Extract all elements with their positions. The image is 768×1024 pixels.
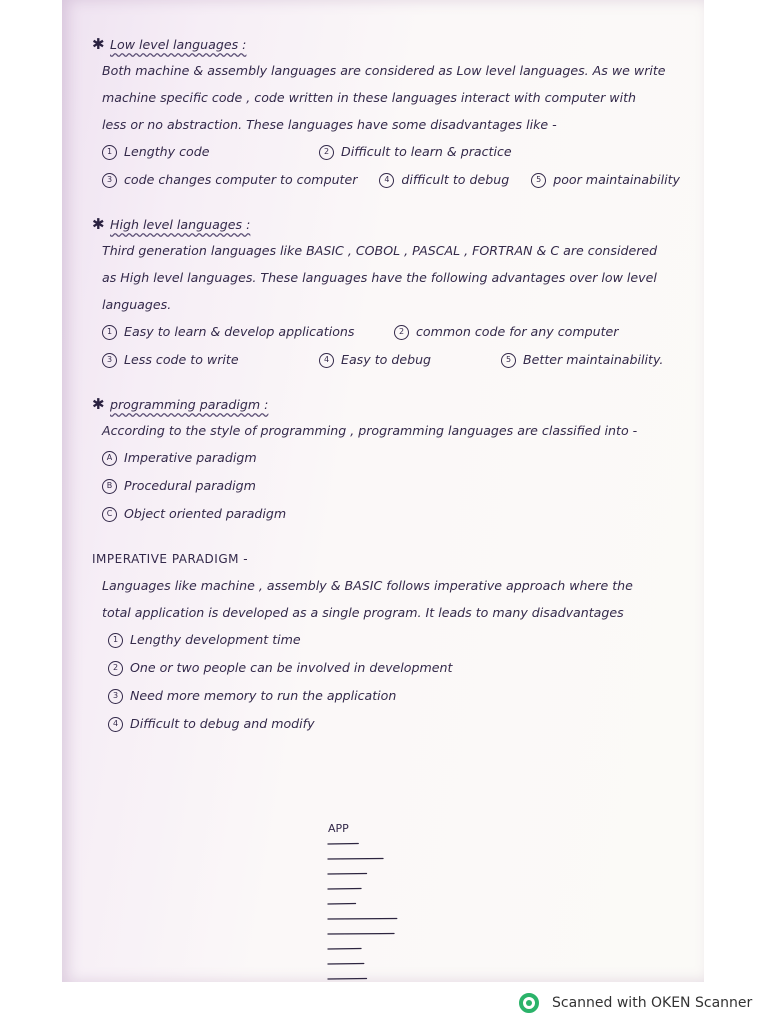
- circled-number: 2: [319, 145, 334, 160]
- list-item: [394, 318, 618, 346]
- heading-text: programming paradigm :: [110, 397, 269, 412]
- list-item-content: [102, 472, 256, 500]
- section-high-level-languages: [92, 212, 692, 374]
- list-item: [92, 472, 692, 500]
- section-low-level-languages: [92, 32, 692, 194]
- program-line: [328, 874, 367, 875]
- program-line: [328, 844, 358, 845]
- list-item: [531, 166, 680, 194]
- diagram-label: APP: [328, 822, 349, 835]
- paragraph-line: less or no abstraction. These languages have some disadvantages like -: [102, 117, 557, 132]
- list-item-text: Difficult to debug and modify: [130, 716, 315, 731]
- paragraph-line: Both machine & assembly languages are considered as Low level languages. As we write: [102, 63, 666, 78]
- program-lines-sketch: [322, 822, 412, 982]
- list-item-text: difficult to debug: [401, 172, 510, 187]
- program-line: [328, 859, 383, 860]
- circled-number: 2: [108, 661, 123, 676]
- list-item: [92, 654, 692, 682]
- list-item-content: [108, 682, 396, 710]
- list-item: [319, 346, 479, 374]
- list-item: [92, 682, 692, 710]
- imperative-heading: IMPERATIVE PARADIGM -: [92, 552, 249, 566]
- heading-text: High level languages :: [110, 217, 251, 232]
- list-item-text: poor maintainability: [553, 172, 681, 187]
- asterisk-bullet-icon: ✱: [92, 215, 105, 233]
- program-line: [328, 979, 367, 980]
- list-item-text: One or two people can be involved in development: [130, 660, 453, 675]
- circled-number: 1: [102, 325, 117, 340]
- list-item: [102, 346, 297, 374]
- list-item-text: Lengthy development time: [130, 632, 301, 647]
- list-item-text: Imperative paradigm: [124, 450, 257, 465]
- section-heading: [92, 212, 692, 237]
- circled-number: 1: [108, 633, 123, 648]
- list-item-text: Need more memory to run the application: [130, 688, 397, 703]
- section-programming-paradigm: [92, 392, 692, 528]
- list-item-text: common code for any computer: [416, 324, 619, 339]
- list-item-text: Easy to debug: [341, 352, 432, 367]
- circled-number: 2: [394, 325, 409, 340]
- list-item: [92, 444, 692, 472]
- app-program-diagram: [322, 822, 412, 982]
- scanned-page: [62, 0, 704, 982]
- program-line: [328, 904, 356, 905]
- circled-letter: C: [102, 507, 117, 522]
- handwritten-notes: [92, 32, 692, 756]
- list-item: [379, 166, 509, 194]
- list-item: [102, 166, 357, 194]
- scanner-watermark: [518, 992, 752, 1014]
- list-item-text: Better maintainability.: [523, 352, 664, 367]
- circled-number: 1: [102, 145, 117, 160]
- list-item-text: Procedural paradigm: [124, 478, 256, 493]
- program-line: [328, 949, 361, 950]
- list-item: [102, 318, 372, 346]
- list-item-content: [102, 500, 286, 528]
- circled-number: 5: [531, 173, 546, 188]
- list-item-text: Object oriented paradigm: [124, 506, 287, 521]
- paragraph-line: machine specific code , code written in these languages interact with computer with: [102, 90, 637, 105]
- item-row: [92, 138, 692, 166]
- oken-scanner-logo-icon: [518, 992, 540, 1014]
- paragraph-line: Languages like machine , assembly & BASIC follows imperative approach where the: [102, 578, 633, 593]
- paragraph-line: as High level languages. These languages have the following advantages over low level: [102, 270, 657, 285]
- program-line: [328, 964, 364, 965]
- circled-number: 4: [379, 173, 394, 188]
- circled-number: 4: [108, 717, 123, 732]
- circled-number: 3: [102, 173, 117, 188]
- list-item-text: Lengthy code: [124, 144, 210, 159]
- asterisk-bullet-icon: ✱: [92, 395, 105, 413]
- section-imperative-paradigm: [92, 546, 692, 738]
- paragraph-line: According to the style of programming , programming languages are classified into -: [102, 423, 638, 438]
- list-item-text: Easy to learn & develop applications: [124, 324, 355, 339]
- program-line: [328, 889, 361, 890]
- list-item-content: [108, 710, 315, 738]
- section-heading: [92, 32, 692, 57]
- paragraph-line: Third generation languages like BASIC , COBOL , PASCAL , FORTRAN & C are considered: [102, 243, 658, 258]
- paragraph-line: languages.: [102, 297, 172, 312]
- heading-text: Low level languages :: [110, 37, 247, 52]
- circled-letter: A: [102, 451, 117, 466]
- asterisk-bullet-icon: ✱: [92, 35, 105, 53]
- list-item: [92, 626, 692, 654]
- list-item: [92, 710, 692, 738]
- watermark-text: Scanned with OKEN Scanner: [552, 995, 753, 1011]
- section-heading: [92, 392, 692, 417]
- item-row: [92, 318, 692, 346]
- paragraph-line: total application is developed as a single program. It leads to many disadvantages: [102, 605, 624, 620]
- circled-number: 4: [319, 353, 334, 368]
- list-item: [92, 500, 692, 528]
- circled-number: 3: [108, 689, 123, 704]
- program-line: [328, 919, 397, 920]
- list-item-content: [108, 654, 452, 682]
- list-item-text: Less code to write: [124, 352, 239, 367]
- list-item-content: [102, 444, 257, 472]
- list-item: [319, 138, 512, 166]
- list-item: [501, 346, 663, 374]
- circled-number: 3: [102, 353, 117, 368]
- list-item: [102, 138, 297, 166]
- circled-number: 5: [501, 353, 516, 368]
- circled-letter: B: [102, 479, 117, 494]
- list-item-text: Difficult to learn & practice: [341, 144, 512, 159]
- list-item-content: [108, 626, 301, 654]
- item-row: [92, 166, 692, 194]
- list-item-text: code changes computer to computer: [124, 172, 358, 187]
- program-line: [328, 934, 394, 935]
- item-row: [92, 346, 692, 374]
